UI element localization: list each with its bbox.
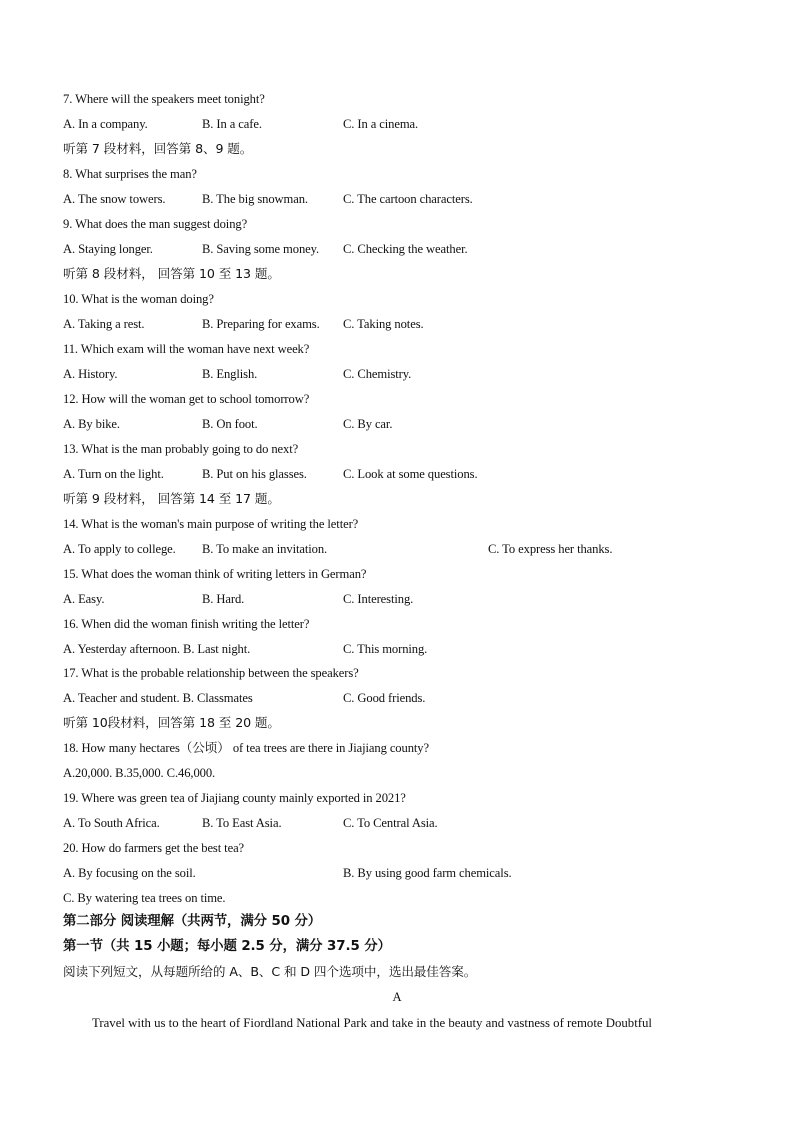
option-c: C. Look at some questions.	[343, 467, 478, 481]
option-c: C. The cartoon characters.	[343, 192, 473, 206]
option-c: C. Chemistry.	[343, 367, 412, 381]
option-b: B. Put on his glasses.	[202, 467, 307, 481]
option-b: B. To East Asia.	[202, 816, 282, 830]
passage-label: A	[392, 990, 402, 1004]
option-c: C. Interesting.	[343, 592, 414, 606]
question-20: 20. How do farmers get the best tea?	[63, 841, 245, 855]
option-b: B. On foot.	[202, 417, 258, 431]
option-a: A. Staying longer.	[63, 242, 153, 256]
option-a-b: A. Yesterday afternoon. B. Last night.	[63, 642, 251, 656]
question-17: 17. What is the probable relationship between the speakers?	[63, 666, 359, 680]
question-20-option-c: C. By watering tea trees on time.	[63, 891, 226, 905]
option-a: A. In a company.	[63, 117, 148, 131]
section-8-instruction: 听第 8 段材料， 回答第 10 至 13 题。	[63, 266, 280, 281]
option-b: B. English.	[202, 367, 258, 381]
question-9: 9. What does the man suggest doing?	[63, 217, 248, 231]
option-b: B. In a cafe.	[202, 117, 262, 131]
question-18-options: A.20,000. B.35,000. C.46,000.	[63, 766, 216, 780]
option-a-b: A. Teacher and student. B. Classmates	[63, 691, 253, 705]
section-9-instruction: 听第 9 段材料， 回答第 14 至 17 题。	[63, 491, 280, 506]
question-12: 12. How will the woman get to school tomorrow?	[63, 392, 310, 406]
question-19: 19. Where was green tea of Jiajiang county mainly exported in 2021?	[63, 791, 406, 805]
option-a: A. By focusing on the soil.	[63, 866, 196, 880]
question-8: 8. What surprises the man?	[63, 167, 197, 181]
option-c: C. Checking the weather.	[343, 242, 468, 256]
option-b: B. Hard.	[202, 592, 245, 606]
passage-text: Travel with us to the heart of Fiordland National Park and take in the beauty and vastness of remote Doubtful	[92, 1016, 652, 1030]
question-15: 15. What does the woman think of writing letters in German?	[63, 567, 367, 581]
option-a: A. Turn on the light.	[63, 467, 164, 481]
option-c: C. This morning.	[343, 642, 428, 656]
section-10-instruction: 听第 10段材料，回答第 18 至 20 题。	[63, 715, 280, 730]
option-a: A. By bike.	[63, 417, 120, 431]
option-a: A. To apply to college.	[63, 542, 176, 556]
option-c: C. Taking notes.	[343, 317, 424, 331]
option-c: C. To express her thanks.	[488, 542, 613, 556]
option-b: B. Preparing for exams.	[202, 317, 320, 331]
option-a: A. History.	[63, 367, 118, 381]
question-11: 11. Which exam will the woman have next week?	[63, 342, 310, 356]
question-13: 13. What is the man probably going to do next?	[63, 442, 299, 456]
question-16: 16. When did the woman finish writing the letter?	[63, 617, 310, 631]
option-a: A. The snow towers.	[63, 192, 166, 206]
question-18: 18. How many hectares（公顷） of tea trees are there in Jiajiang county?	[63, 741, 429, 755]
option-b: B. By using good farm chemicals.	[343, 866, 512, 880]
option-b: B. Saving some money.	[202, 242, 320, 256]
section-1-heading: 第一节（共 15 小题；每小题 2.5 分，满分 37.5 分）	[63, 939, 391, 954]
part-2-heading: 第二部分 阅读理解（共两节，满分 50 分）	[63, 914, 322, 929]
option-a: A. Easy.	[63, 592, 105, 606]
question-14: 14. What is the woman's main purpose of writing the letter?	[63, 517, 359, 531]
option-c: C. In a cinema.	[343, 117, 419, 131]
option-b: B. To make an invitation.	[202, 542, 328, 556]
section-7-instruction: 听第 7 段材料，回答第 8、9 题。	[63, 141, 253, 156]
option-c: C. Good friends.	[343, 691, 426, 705]
option-b: B. The big snowman.	[202, 192, 308, 206]
option-c: C. By car.	[343, 417, 393, 431]
question-7: 7. Where will the speakers meet tonight?	[63, 92, 265, 106]
reading-instruction: 阅读下列短文，从每题所给的 A、B、C 和 D 四个选项中，选出最佳答案。	[63, 964, 477, 979]
option-a: A. To South Africa.	[63, 816, 160, 830]
option-c: C. To Central Asia.	[343, 816, 438, 830]
question-10: 10. What is the woman doing?	[63, 292, 214, 306]
option-a: A. Taking a rest.	[63, 317, 145, 331]
